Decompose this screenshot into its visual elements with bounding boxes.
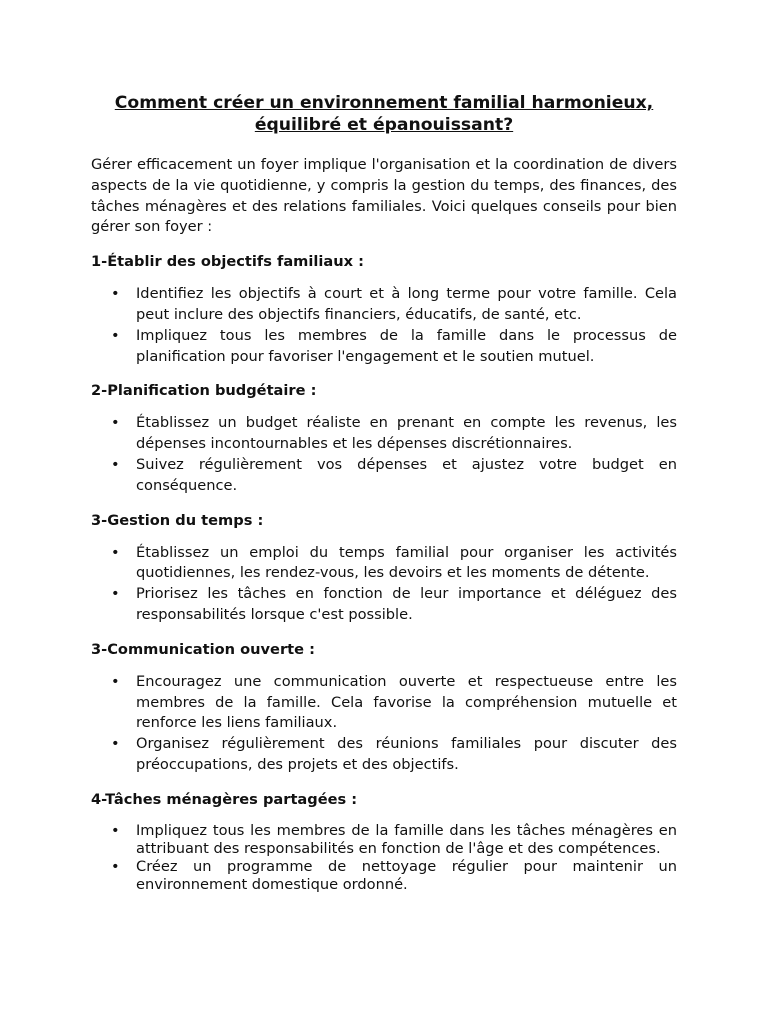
bullet-icon: • (111, 326, 120, 344)
document-title (91, 92, 677, 136)
list-item-text: Identifiez les objectifs à court et à long terme pour votre famille. Cela peut inclure des objectifs financiers, éducatifs, de santé, etc. (136, 285, 677, 323)
list-item-text: Impliquez tous les membres de la famille dans le processus de planification pour favoriser l'engagement et le soutien mutuel. (136, 326, 677, 365)
bullet-icon: • (111, 455, 120, 473)
bullet-icon: • (111, 857, 120, 875)
list-item (91, 455, 677, 497)
list-item (91, 584, 677, 626)
section-heading: 2-Planification budgétaire : (91, 382, 317, 400)
bullet-icon: • (111, 543, 120, 561)
list-item (91, 413, 677, 455)
section-heading: 3-Communication ouverte : (91, 640, 315, 658)
list-item (91, 858, 677, 894)
list-item (91, 543, 677, 585)
bullet-list (91, 284, 677, 367)
bullet-icon: • (111, 585, 120, 603)
section-heading: 1-Établir des objectifs familiaux : (91, 253, 364, 271)
list-item (91, 734, 677, 776)
list-item-text: Encouragez une communication ouverte et respectueuse entre les membres de la famille. Cela favorise la compréhension mutuelle et renforce les liens familiaux. (136, 672, 677, 732)
bullet-icon: • (111, 735, 120, 753)
list-item (91, 822, 677, 858)
bullet-list (91, 822, 677, 894)
bullet-icon: • (111, 285, 120, 303)
list-item-text: Établissez un emploi du temps familial pour organiser les activités quotidiennes, les rendez-vous, les devoirs et les moments de détente. (136, 543, 677, 582)
intro-paragraph: Gérer efficacement un foyer implique l'organisation et la coordination de divers aspects de la vie quotidienne, y compris la gestion du temps, des finances, des tâches ménagères et des relations familiales. Voici quelques conseils pour bien gérer son foyer : (91, 156, 677, 236)
bullet-list (91, 672, 677, 776)
bullet-list (91, 413, 677, 496)
bullet-icon: • (111, 414, 120, 432)
list-item-text: Priorisez les tâches en fonction de leur importance et déléguez des responsabilités lorsque c'est possible. (136, 585, 677, 623)
list-item (91, 672, 677, 734)
section-heading: 3-Gestion du temps : (91, 511, 264, 529)
list-item-text: Organisez régulièrement des réunions familiales pour discuter des préoccupations, des projets et des objectifs. (136, 735, 677, 773)
list-item (91, 326, 677, 368)
section-heading: 4-Tâches ménagères partagées : (91, 790, 358, 808)
list-item-text: Établissez un budget réaliste en prenant en compte les revenus, les dépenses incontournables et les dépenses discrétionnaires. (136, 414, 677, 453)
list-item-text: Suivez régulièrement vos dépenses et ajustez votre budget en conséquence. (136, 455, 677, 494)
list-item-text: Impliquez tous les membres de la famille dans les tâches ménagères en attribuant des responsabilités en fonction de l'âge et des compétences. (136, 821, 677, 857)
list-item-text: Créez un programme de nettoyage régulier pour maintenir un environnement domestique ordonné. (136, 857, 677, 893)
bullet-icon: • (111, 672, 120, 690)
bullet-icon: • (111, 821, 120, 839)
sections-container (91, 252, 677, 894)
list-item (91, 284, 677, 326)
title-line-2: équilibré et épanouissant? (254, 115, 514, 135)
bullet-list (91, 543, 677, 626)
title-line-1: Comment créer un environnement familial harmonieux, (114, 93, 654, 113)
